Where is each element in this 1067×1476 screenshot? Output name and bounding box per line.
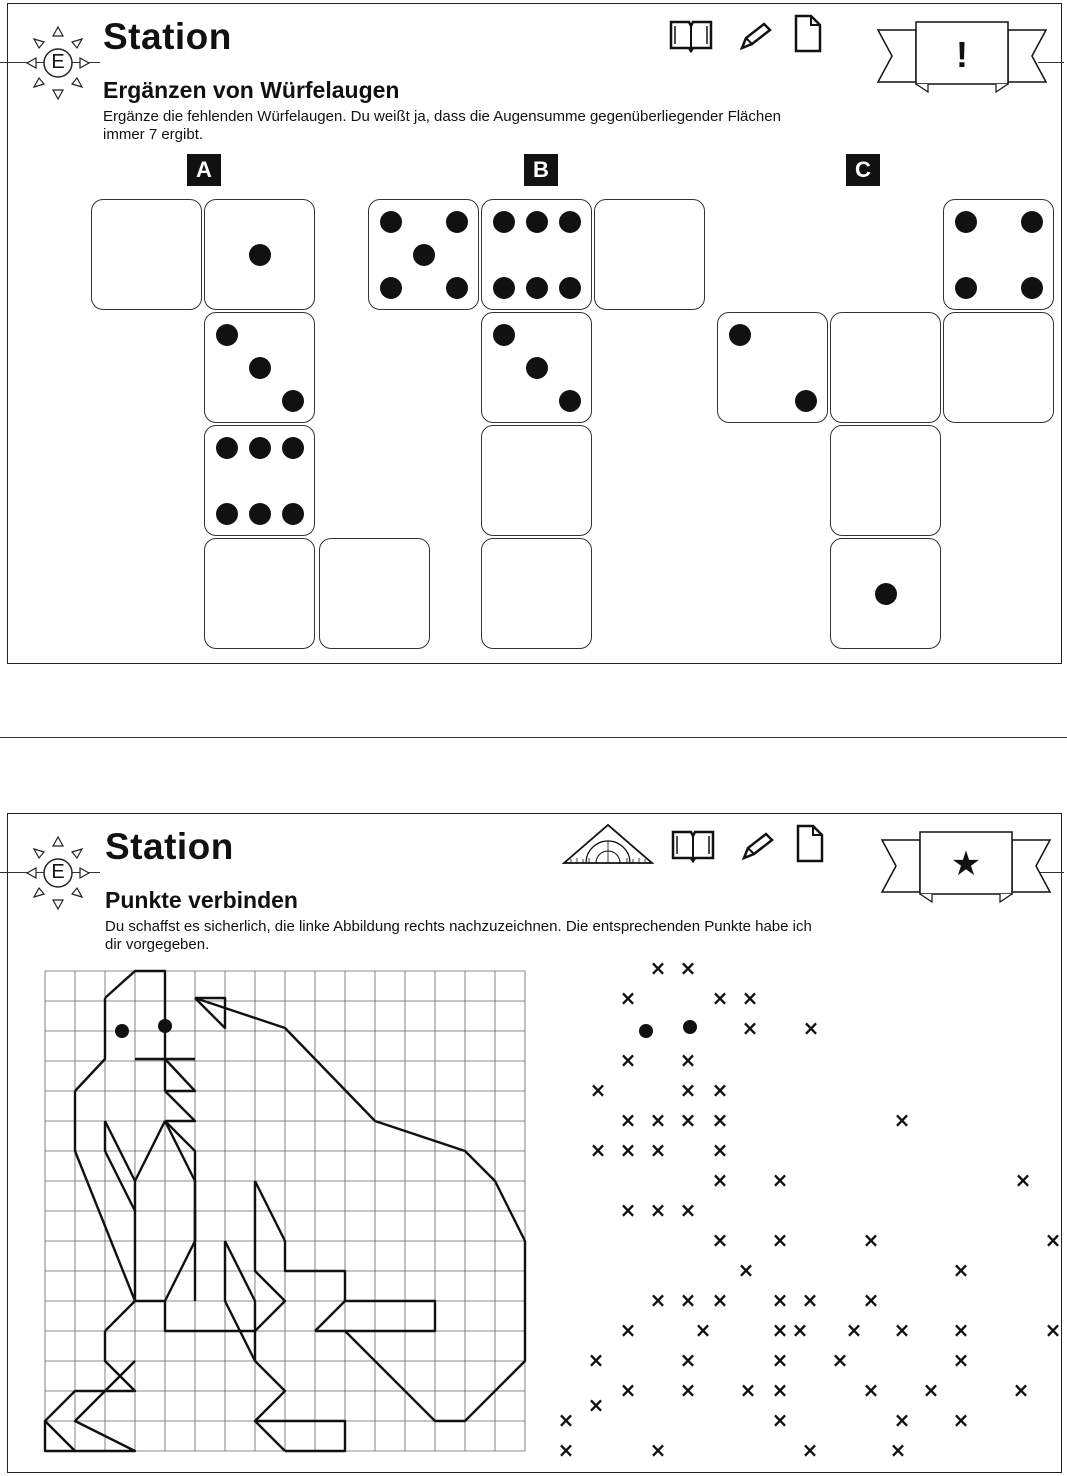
cross-mark[interactable]: × xyxy=(679,1078,697,1102)
book-icon xyxy=(670,828,716,862)
die-face[interactable] xyxy=(481,312,592,423)
cross-mark[interactable]: × xyxy=(1044,1318,1062,1342)
cross-mark[interactable]: × xyxy=(694,1318,712,1342)
cross-mark[interactable]: × xyxy=(862,1378,880,1402)
cross-mark[interactable]: × xyxy=(649,1108,667,1132)
pip xyxy=(493,324,515,346)
pip xyxy=(413,244,435,266)
die-face[interactable] xyxy=(717,312,828,423)
walrus-eye xyxy=(158,1019,172,1033)
eye-dot[interactable] xyxy=(639,1024,653,1038)
pip xyxy=(955,211,977,233)
cross-mark[interactable]: × xyxy=(589,1138,607,1162)
cross-mark[interactable]: × xyxy=(711,1108,729,1132)
station-title: Station xyxy=(103,16,232,57)
pip xyxy=(282,503,304,525)
set-square-icon xyxy=(561,822,655,866)
die-face[interactable] xyxy=(204,425,315,536)
walrus-eye xyxy=(115,1024,129,1038)
net-label-c: C xyxy=(846,154,880,186)
cross-mark[interactable]: × xyxy=(741,986,759,1010)
cross-mark[interactable]: × xyxy=(619,986,637,1010)
page-icon xyxy=(795,824,825,864)
pip xyxy=(1021,211,1043,233)
cross-mark[interactable]: × xyxy=(922,1378,940,1402)
cross-mark[interactable]: × xyxy=(771,1378,789,1402)
pip xyxy=(955,277,977,299)
die-face[interactable] xyxy=(830,425,941,536)
die-face[interactable] xyxy=(319,538,430,649)
pip xyxy=(795,390,817,412)
cross-mark[interactable]: × xyxy=(771,1228,789,1252)
station-title: Station xyxy=(105,826,234,867)
cross-mark[interactable]: × xyxy=(679,1288,697,1312)
cross-mark[interactable]: × xyxy=(619,1108,637,1132)
task-title: Punkte verbinden xyxy=(105,887,298,913)
pip xyxy=(526,277,548,299)
pip xyxy=(282,390,304,412)
cross-mark[interactable]: × xyxy=(893,1408,911,1432)
die-face[interactable] xyxy=(943,312,1054,423)
cross-mark[interactable]: × xyxy=(557,1438,575,1462)
book-icon xyxy=(668,18,714,52)
pip xyxy=(380,211,402,233)
die-face[interactable] xyxy=(204,312,315,423)
cross-mark[interactable]: × xyxy=(557,1408,575,1432)
cross-mark[interactable]: × xyxy=(801,1438,819,1462)
die-face[interactable] xyxy=(830,538,941,649)
cross-mark[interactable]: × xyxy=(619,1138,637,1162)
net-label-b: B xyxy=(524,154,558,186)
net-label-a: A xyxy=(187,154,221,186)
pip xyxy=(559,277,581,299)
die-face[interactable] xyxy=(830,312,941,423)
cross-mark[interactable]: × xyxy=(952,1408,970,1432)
cross-mark[interactable]: × xyxy=(711,986,729,1010)
eye-dot[interactable] xyxy=(683,1020,697,1034)
cross-mark[interactable]: × xyxy=(679,1048,697,1072)
cross-mark[interactable]: × xyxy=(1044,1228,1062,1252)
pip xyxy=(216,437,238,459)
die-face[interactable] xyxy=(481,199,592,310)
cross-mark[interactable]: × xyxy=(791,1318,809,1342)
cross-mark[interactable]: × xyxy=(845,1318,863,1342)
cross-mark[interactable]: × xyxy=(862,1228,880,1252)
pencil-icon xyxy=(738,20,774,52)
cross-mark[interactable]: × xyxy=(831,1348,849,1372)
cross-mark[interactable]: × xyxy=(619,1048,637,1072)
cross-mark[interactable]: × xyxy=(679,1198,697,1222)
cross-mark[interactable]: × xyxy=(771,1168,789,1192)
pip xyxy=(526,211,548,233)
pencil-icon xyxy=(740,830,776,862)
pip xyxy=(559,211,581,233)
point-field[interactable] xyxy=(543,954,1062,1464)
pip xyxy=(493,277,515,299)
pip xyxy=(249,357,271,379)
pip xyxy=(1021,277,1043,299)
template-grid xyxy=(43,969,533,1459)
cross-mark[interactable]: × xyxy=(771,1408,789,1432)
cross-mark[interactable]: × xyxy=(1012,1378,1030,1402)
die-face[interactable] xyxy=(594,199,705,310)
die-face[interactable] xyxy=(204,538,315,649)
cross-mark[interactable]: × xyxy=(711,1228,729,1252)
cross-mark[interactable]: × xyxy=(619,1318,637,1342)
cross-mark[interactable]: × xyxy=(889,1438,907,1462)
pip xyxy=(446,277,468,299)
cross-mark[interactable]: × xyxy=(771,1348,789,1372)
instruction-text: Ergänze die fehlenden Würfelaugen. Du weißt ja, dass die Augensumme gegenüberliegender Flächen immer 7 ergibt. xyxy=(103,108,781,143)
page-icon xyxy=(793,14,823,54)
badge-letter: E xyxy=(51,51,65,73)
station-card-1 xyxy=(7,3,1062,664)
die-face[interactable] xyxy=(91,199,202,310)
cross-mark[interactable]: × xyxy=(649,1438,667,1462)
cross-mark[interactable]: × xyxy=(771,1288,789,1312)
pip xyxy=(380,277,402,299)
pip xyxy=(729,324,751,346)
cross-mark[interactable]: × xyxy=(737,1258,755,1282)
cross-mark[interactable]: × xyxy=(679,1378,697,1402)
cross-mark[interactable]: × xyxy=(801,1288,819,1312)
station-card-2 xyxy=(7,813,1062,1473)
cross-mark[interactable]: × xyxy=(739,1378,757,1402)
cross-mark[interactable]: × xyxy=(619,1378,637,1402)
pip xyxy=(249,437,271,459)
cross-mark[interactable]: × xyxy=(952,1348,970,1372)
cross-mark[interactable]: × xyxy=(711,1288,729,1312)
cross-mark[interactable]: × xyxy=(587,1393,605,1417)
cross-mark[interactable]: × xyxy=(1014,1168,1032,1192)
banner-star-icon: ★ xyxy=(950,845,982,883)
pip xyxy=(249,503,271,525)
cross-mark[interactable]: × xyxy=(649,1198,667,1222)
cross-mark[interactable]: × xyxy=(679,956,697,980)
pip xyxy=(526,357,548,379)
cross-mark[interactable]: × xyxy=(649,1288,667,1312)
die-face[interactable] xyxy=(368,199,479,310)
pip xyxy=(282,437,304,459)
die-face[interactable] xyxy=(204,199,315,310)
cross-mark[interactable]: × xyxy=(741,1016,759,1040)
cross-mark[interactable]: × xyxy=(619,1198,637,1222)
cross-mark[interactable]: × xyxy=(711,1078,729,1102)
cross-mark[interactable]: × xyxy=(587,1348,605,1372)
cross-mark[interactable]: × xyxy=(952,1258,970,1282)
cross-mark[interactable]: × xyxy=(893,1108,911,1132)
cross-mark[interactable]: × xyxy=(862,1288,880,1312)
die-face[interactable] xyxy=(481,538,592,649)
banner-exclamation: ! xyxy=(956,34,968,75)
pip xyxy=(559,390,581,412)
cross-mark[interactable]: × xyxy=(893,1318,911,1342)
pip xyxy=(216,324,238,346)
die-face[interactable] xyxy=(943,199,1054,310)
pip xyxy=(493,211,515,233)
cross-mark[interactable]: × xyxy=(679,1108,697,1132)
cut-line xyxy=(0,737,1067,738)
cross-mark[interactable]: × xyxy=(589,1078,607,1102)
cross-mark[interactable]: × xyxy=(952,1318,970,1342)
cross-mark[interactable]: × xyxy=(649,956,667,980)
pip xyxy=(875,583,897,605)
pip xyxy=(446,211,468,233)
badge-letter: E xyxy=(51,861,65,883)
cross-mark[interactable]: × xyxy=(679,1348,697,1372)
cross-mark[interactable]: × xyxy=(711,1138,729,1162)
die-face[interactable] xyxy=(481,425,592,536)
cross-mark[interactable]: × xyxy=(649,1138,667,1162)
pip xyxy=(216,503,238,525)
cross-mark[interactable]: × xyxy=(771,1318,789,1342)
pip xyxy=(249,244,271,266)
instruction-text: Du schaffst es sicherlich, die linke Abbildung rechts nachzuzeichnen. Die entsprechenden Punkte habe ich dir vorgegeben. xyxy=(105,918,812,953)
cross-mark[interactable]: × xyxy=(711,1168,729,1192)
task-title: Ergänzen von Würfelaugen xyxy=(103,77,400,103)
cross-mark[interactable]: × xyxy=(802,1016,820,1040)
